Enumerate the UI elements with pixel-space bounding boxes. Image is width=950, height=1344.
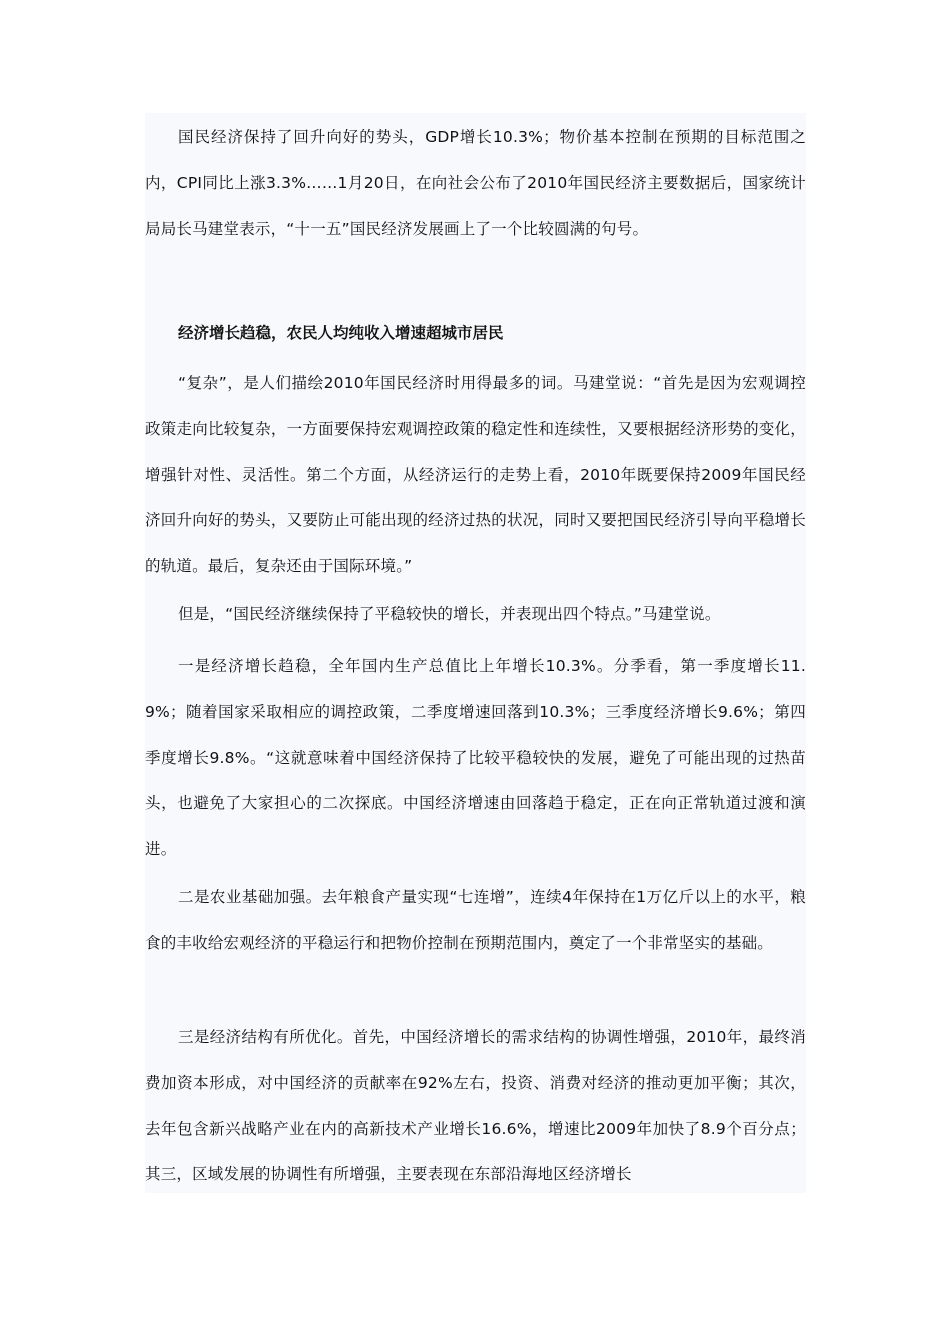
- structure-paragraph: 三是经济结构有所优化。首先，中国经济增长的需求结构的协调性增强，2010年，最终消费加资本形成，对中国经济的贡献率在92%左右，投资、消费对经济的推动更加平衡；其次，去年包含新兴战略产业在内的高新技术产业增长16.6%，增速比2009年加快了8.9个百分点；其三，区域发展的协调性有所增强，主要表现在东部沿海地区经济增长: [145, 1028, 806, 1184]
- growth-stable-paragraph: 一是经济增长趋稳，全年国内生产总值比上年增长10.3%。分季看，第一季度增长11.9%；随着国家采取相应的调控政策，二季度增速回落到10.3%；三季度经济增长9.6%；第四季度增长9.8%。“这就意味着中国经济保持了比较平稳较快的发展，避免了可能出现的过热苗头，也避免了大家担心的二次探底。中国经济增速由回落趋于稳定，正在向正常轨道过渡和演进。: [145, 657, 806, 859]
- intro-paragraph: 国民经济保持了回升向好的势头，GDP增长10.3%；物价基本控制在预期的目标范围之内，CPI同比上涨3.3%……1月20日，在向社会公布了2010年国民经济主要数据后，国家统计局局长马建堂表示，“十一五”国民经济发展画上了一个比较圆满的句号。: [145, 128, 806, 238]
- complex-paragraph: “复杂”，是人们描绘2010年国民经济时用得最多的词。马建堂说：“首先是因为宏观调控政策走向比较复杂，一方面要保持宏观调控政策的稳定性和连续性，又要根据经济形势的变化，增强针对性、灵活性。第二个方面，从经济运行的走势上看，2010年既要保持2009年国民经济回升向好的势头，又要防止可能出现的经济过热的状况，同时又要把国民经济引导向平稳增长的轨道。最后，复杂还由于国际环境。”: [145, 374, 806, 576]
- section-heading: 经济增长趋稳，农民人均纯收入增速超城市居民: [178, 324, 504, 342]
- four-features-paragraph: 但是，“国民经济继续保持了平稳较快的增长，并表现出四个特点。”马建堂说。: [178, 605, 721, 623]
- agriculture-paragraph: 二是农业基础加强。去年粮食产量实现“七连增”，连续4年保持在1万亿斤以上的水平，粮食的丰收给宏观经济的平稳运行和把物价控制在预期范围内，奠定了一个非常坚实的基础。: [145, 888, 806, 952]
- document-page: [145, 113, 806, 1193]
